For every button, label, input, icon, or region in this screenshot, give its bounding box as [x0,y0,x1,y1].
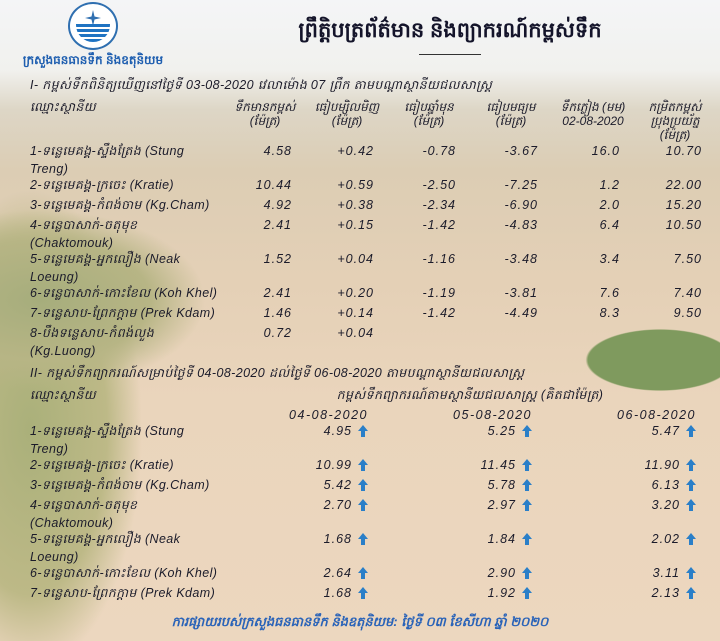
arrow-up-icon [522,533,532,545]
forecast-value: 4.95 [323,424,352,438]
column-header [638,100,712,142]
forecast-cell [392,458,548,472]
cell-value: 1.2 [599,178,620,192]
station-name: 5-ទន្លេមេគង្គ-អ្នកលឿង (Neak Loeung) [30,252,181,284]
forecast-cell [556,458,712,472]
station-name: 3-ទន្លេមេគង្គ-កំពង់ចាម (Kg.Cham) [30,198,210,212]
arrow-up-icon [686,567,696,579]
cell-value: +0.38 [337,198,374,212]
column-label: ទឹកភ្លៀង (មម) [560,100,626,114]
column-unit: (ម៉ែត្រ) [331,114,363,128]
forecast-cell [556,498,712,512]
cell-value: -6.90 [504,198,538,212]
cell-value: -4.49 [504,306,538,320]
arrow-up-icon [686,499,696,511]
forecast-value: 1.68 [323,586,352,600]
forecast-date: 06-08-2020 [617,408,696,422]
arrow-up-icon [686,459,696,471]
forecast-value: 2.70 [323,498,352,512]
cell-value: 6.4 [599,218,620,232]
cell-value: 4.58 [263,144,292,158]
forecast-cell [556,566,712,580]
forecast-cell [228,458,384,472]
cell-value: 1.52 [263,252,292,266]
column-label: ធៀបមធ្យម [486,100,536,114]
station-name: 5-ទន្លេមេគង្គ-អ្នកលឿង (Neak Loeung) [30,532,181,564]
cell-value: 8.3 [599,306,620,320]
cell-value: -7.25 [504,178,538,192]
arrow-up-icon [522,425,532,437]
column-header [392,100,466,128]
section1-station-header: ឈ្មោះស្ថានីយ [30,100,96,114]
forecast-value: 5.47 [651,424,680,438]
arrow-up-icon [358,425,368,437]
forecast-value: 1.68 [323,532,352,546]
forecast-cell [392,532,548,546]
cell-value: +0.04 [337,252,374,266]
arrow-up-icon [358,587,368,599]
arrow-up-icon [358,499,368,511]
cell-value: +0.14 [337,306,374,320]
forecast-cell [228,498,384,512]
section1-heading: I- កម្ពស់ទឹកពិនិត្យឃើញនៅថ្ងៃទី 03-08-2020 វេលាម៉ោង 07 ព្រឹក តាមបណ្តាស្ថានីយជលសាស្ត្រ [30,78,493,92]
column-header [556,100,630,128]
cell-value: 2.41 [263,286,292,300]
station-name: 4-ទន្លេបាសាក់-ចតុមុខ (Chaktomouk) [30,498,138,530]
arrow-up-icon [358,459,368,471]
forecast-cell [228,532,384,546]
station-name: 4-ទន្លេបាសាក់-ចតុមុខ (Chaktomouk) [30,218,138,250]
column-unit: ប្រុងប្រយ័ត្ន (ម៉ែត្រ) [650,114,700,142]
cell-value: 0.72 [263,326,292,340]
arrow-up-icon [522,479,532,491]
column-unit: (ម៉ែត្រ) [495,114,527,128]
forecast-value: 11.45 [480,458,516,472]
forecast-cell [556,478,712,492]
column-header [474,100,548,128]
forecast-cell [556,586,712,600]
cell-value: -3.67 [504,144,538,158]
cell-value: +0.59 [337,178,374,192]
column-header [228,100,302,128]
page-title: ព្រឹត្តិបត្រព័ត៌មាន និងព្យាករណ៍កម្ពស់ទឹក [298,19,602,42]
column-label: ទឹកមានកម្ពស់ [234,100,296,114]
column-label: កម្រិតកម្ពស់ [648,100,702,114]
column-unit: (ម៉ែត្រ) [413,114,445,128]
forecast-value: 2.90 [487,566,516,580]
column-label: ធៀបម្សិលមិញ [314,100,380,114]
arrow-up-icon [358,479,368,491]
forecast-cell [392,478,548,492]
cell-value: +0.04 [337,326,374,340]
cell-value: -2.50 [422,178,456,192]
cell-value: 7.50 [673,252,702,266]
header [8,2,712,70]
cell-value: 7.6 [599,286,620,300]
water-wave-icon [76,24,110,42]
forecast-value: 2.13 [651,586,680,600]
forecast-value: 3.20 [651,498,680,512]
station-name: 7-ទន្លេសាប-ព្រែកក្តាម (Prek Kdam) [30,586,216,600]
cell-value: 9.50 [673,306,702,320]
cell-value: 10.70 [665,144,702,158]
arrow-up-icon [686,587,696,599]
footer-publication-note: ការផ្សាយរបស់ក្រសួងធនធានទឹក និងឧតុនិយម: ថ្ងៃទី ០៣ ខែសីហា ឆ្នាំ ២០២០ [171,614,549,629]
station-name: 8-បឹងទន្លេសាប-កំពង់លួង (Kg.Luong) [30,326,155,358]
forecast-cell [392,566,548,580]
arrow-up-icon [522,587,532,599]
forecast-value: 2.02 [651,532,680,546]
cell-value: +0.42 [337,144,374,158]
section1-table [30,100,712,358]
forecast-value: 2.64 [323,566,352,580]
cell-value: +0.20 [337,286,374,300]
station-name: 1-ទន្លេមេគង្គ-ស្ទឹងត្រែង (Stung Treng) [30,424,185,456]
column-header [310,100,384,128]
column-label: ធៀបឆ្នាំមុន [404,100,454,114]
forecast-value: 5.25 [487,424,516,438]
cell-value: 10.50 [665,218,702,232]
forecast-cell [228,586,384,600]
forecast-cell [556,532,712,546]
title-block [188,17,712,55]
station-name: 6-ទន្លេបាសាក់-កោះខែល (Koh Khel) [30,286,218,300]
forecast-value: 5.42 [323,478,352,492]
forecast-cell [392,586,548,600]
arrow-up-icon [522,567,532,579]
forecast-cell [556,424,712,438]
cell-value: 1.46 [263,306,292,320]
station-name: 7-ទន្លេសាប-ព្រែកក្តាម (Prek Kdam) [30,306,216,320]
cell-value: -1.42 [422,218,456,232]
cell-value: +0.15 [337,218,374,232]
forecast-date: 04-08-2020 [289,408,368,422]
station-name: 2-ទន្លេមេគង្គ-ក្រចេះ (Kratie) [30,458,174,472]
column-unit: 02-08-2020 [562,114,624,128]
forecast-cell [392,498,548,512]
cell-value: 4.92 [263,198,292,212]
forecast-value: 11.90 [644,458,680,472]
cell-value: 2.41 [263,218,292,232]
brand [8,2,178,70]
cell-value: 2.0 [599,198,620,212]
cell-value: -4.83 [504,218,538,232]
forecast-value: 2.97 [487,498,516,512]
section2-table [30,388,712,604]
title-divider [419,54,481,55]
cell-value: 22.00 [665,178,702,192]
cell-value: -0.78 [422,144,456,158]
forecast-value: 1.84 [487,532,516,546]
arrow-up-icon [686,479,696,491]
station-name: 6-ទន្លេបាសាក់-កោះខែល (Koh Khel) [30,566,218,580]
section2-station-header: ឈ្មោះស្ថានីយ [30,388,96,402]
ministry-name: ក្រសួងធនធានទឹក និងឧតុនិយម [22,53,164,67]
arrow-up-icon [686,425,696,437]
ministry-logo [68,2,118,50]
cell-value: 16.0 [591,144,620,158]
cell-value: -3.48 [504,252,538,266]
forecast-value: 5.78 [487,478,516,492]
forecast-cell [392,424,548,438]
cell-value: 15.20 [665,198,702,212]
arrow-up-icon [522,499,532,511]
arrow-up-icon [522,459,532,471]
forecast-value: 1.92 [487,586,516,600]
arrow-up-icon [358,567,368,579]
station-name: 1-ទន្លេមេគង្គ-ស្ទឹងត្រែង (Stung Treng) [30,144,185,176]
section2-heading: II- កម្ពស់ទឹកព្យាករណ៍សម្រាប់ថ្ងៃទី 04-08-2020 ដល់ថ្ងៃទី 06-08-2020 តាមបណ្តាស្ថានីយជលសាស្ត្រ [30,366,525,380]
arrow-up-icon [358,533,368,545]
cell-value: -1.16 [422,252,456,266]
cell-value: 3.4 [599,252,620,266]
station-name: 3-ទន្លេមេគង្គ-កំពង់ចាម (Kg.Cham) [30,478,210,492]
forecast-header: កម្ពស់ទឹកព្យាករណ៍តាមស្ថានីយជលសាស្ត្រ (គិតជាម៉ែត្រ) [336,388,604,402]
forecast-value: 6.13 [651,478,680,492]
cell-value: -2.34 [422,198,456,212]
station-name: 2-ទន្លេមេគង្គ-ក្រចេះ (Kratie) [30,178,174,192]
forecast-cell [228,478,384,492]
forecast-cell [228,424,384,438]
cell-value: 7.40 [673,286,702,300]
forecast-cell [228,566,384,580]
forecast-date: 05-08-2020 [453,408,532,422]
cell-value: -1.42 [422,306,456,320]
column-unit: (ម៉ែត្រ) [249,114,281,128]
forecast-value: 3.11 [652,566,680,580]
arrow-up-icon [686,533,696,545]
cell-value: 10.44 [255,178,292,192]
cell-value: -1.19 [422,286,456,300]
cell-value: -3.81 [504,286,538,300]
forecast-value: 10.99 [315,458,352,472]
